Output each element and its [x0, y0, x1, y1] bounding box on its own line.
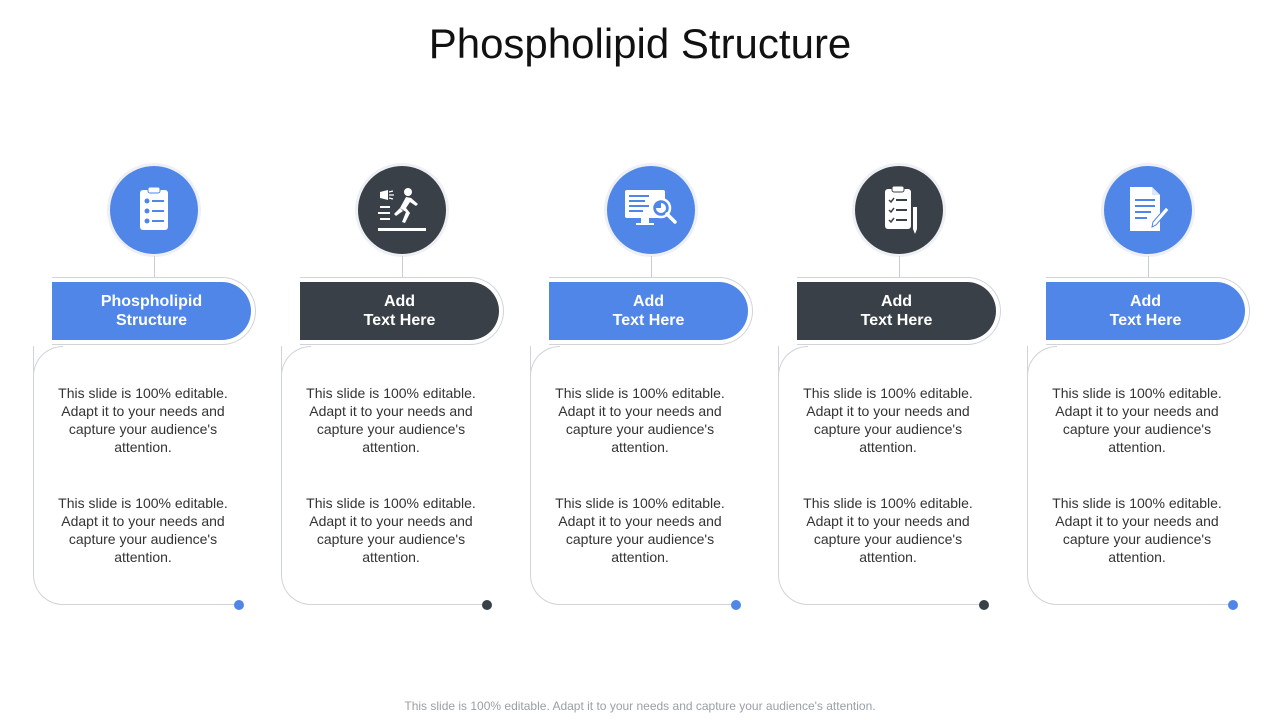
connector-line	[1148, 256, 1149, 278]
connector-line	[651, 256, 652, 278]
paragraph-1: This slide is 100% editable. Adapt it to your needs and capture your audience's attention.	[1052, 385, 1222, 455]
paragraph-1: This slide is 100% editable. Adapt it to your needs and capture your audience's attention.	[555, 385, 725, 455]
footer-note: This slide is 100% editable. Adapt it to your needs and capture your audience's attention.	[404, 699, 876, 713]
monitor-analytics-icon	[607, 166, 695, 254]
connector-line	[154, 256, 155, 278]
document-pen-icon	[1104, 166, 1192, 254]
paragraph-2: This slide is 100% editable. Adapt it to your needs and capture your audience's attention.	[1052, 495, 1222, 565]
paragraph-2: This slide is 100% editable. Adapt it to your needs and capture your audience's attention.	[555, 495, 725, 565]
step-column-1	[33, 0, 263, 620]
checklist-clipboard-icon	[855, 166, 943, 254]
step-column-2	[281, 0, 511, 620]
page-title: Phospholipid Structure	[428, 20, 852, 67]
end-dot	[234, 600, 244, 610]
column-heading: Add Text Here	[300, 282, 499, 340]
column-heading: Add Text Here	[549, 282, 748, 340]
paragraph-1: This slide is 100% editable. Adapt it to your needs and capture your audience's attention.	[306, 385, 476, 455]
connector-line	[899, 256, 900, 278]
step-column-3	[530, 0, 760, 620]
paragraph-2: This slide is 100% editable. Adapt it to your needs and capture your audience's attention.	[803, 495, 973, 565]
paragraph-2: This slide is 100% editable. Adapt it to your needs and capture your audience's attention.	[306, 495, 476, 565]
end-dot	[482, 600, 492, 610]
connector-line	[402, 256, 403, 278]
end-dot	[979, 600, 989, 610]
paragraph-1: This slide is 100% editable. Adapt it to your needs and capture your audience's attention.	[803, 385, 973, 455]
end-dot	[1228, 600, 1238, 610]
column-heading: Add Text Here	[1046, 282, 1245, 340]
clipboard-users-icon	[110, 166, 198, 254]
column-heading: Add Text Here	[797, 282, 996, 340]
end-dot	[731, 600, 741, 610]
running-person-megaphone-icon	[358, 166, 446, 254]
paragraph-1: This slide is 100% editable. Adapt it to your needs and capture your audience's attention.	[58, 385, 228, 455]
paragraph-2: This slide is 100% editable. Adapt it to your needs and capture your audience's attention.	[58, 495, 228, 565]
step-column-4	[778, 0, 1008, 620]
step-column-5	[1027, 0, 1257, 620]
column-heading: Phospholipid Structure	[52, 282, 251, 340]
